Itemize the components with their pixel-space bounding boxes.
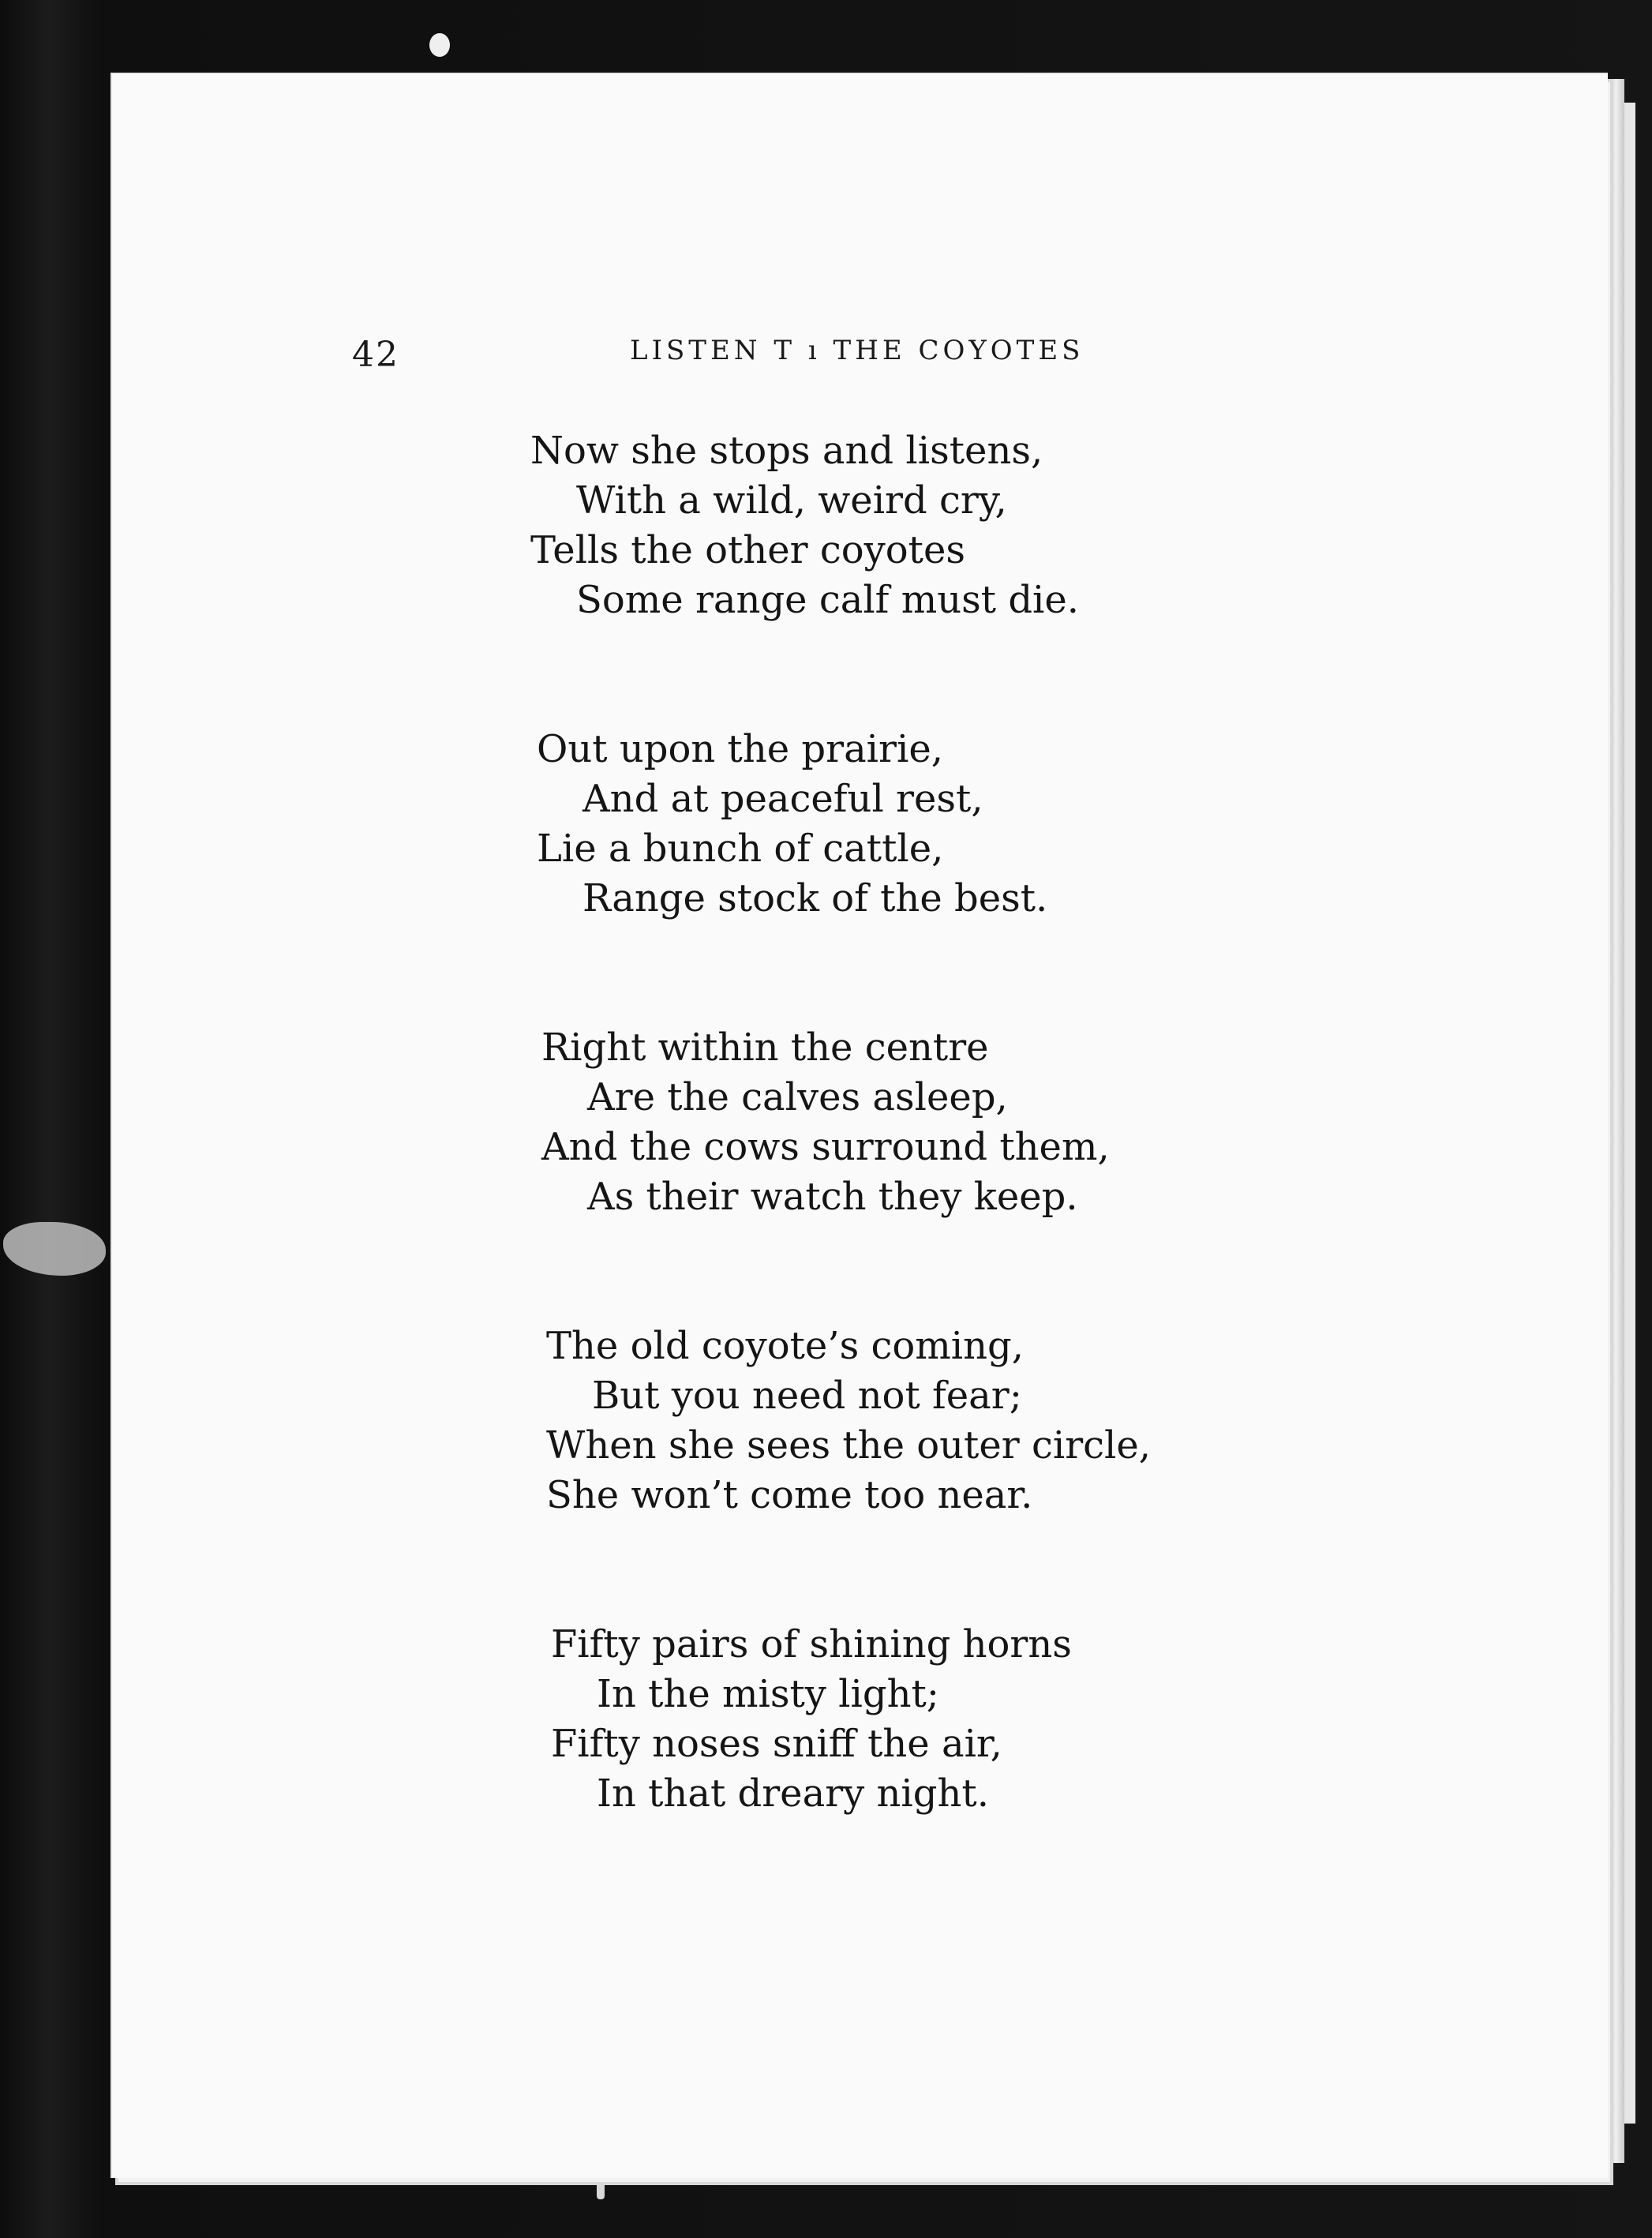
page-edge <box>1610 79 1624 2163</box>
page-edge <box>1624 103 1635 2124</box>
stanza <box>530 426 1241 625</box>
poem-line: Some range calf must die. <box>576 578 1080 622</box>
poem-line: Are the calves asleep, <box>587 1075 1008 1119</box>
stanza <box>530 1321 1241 1520</box>
poem-line: And the cows surround them, <box>541 1125 1110 1169</box>
poem-line: As their watch they keep. <box>587 1175 1078 1219</box>
running-head: LISTEN T ı THE COYOTES <box>630 335 1084 366</box>
poem-line: She won’t come too near. <box>546 1473 1033 1517</box>
poem-line: The old coyote’s coming, <box>546 1324 1025 1368</box>
scan-speck <box>429 33 450 57</box>
stanza <box>530 1620 1241 1819</box>
stanza <box>530 725 1241 924</box>
poem-line: And at peaceful rest, <box>583 777 983 821</box>
poem-line: With a wild, weird cry, <box>576 478 1007 523</box>
poem-line: Fifty noses sniff the air, <box>551 1722 1002 1766</box>
poem-line: Right within the centre <box>541 1025 989 1070</box>
poem-line: Tells the other coyotes <box>530 528 965 572</box>
poem-line: In that dreary night. <box>597 1771 989 1816</box>
poem-line: Lie a bunch of cattle, <box>537 827 944 871</box>
stanza <box>530 1023 1241 1222</box>
poem-line: Out upon the prairie, <box>537 727 943 771</box>
poem-line: When she sees the outer circle, <box>546 1423 1152 1468</box>
poem-line: But you need not fear; <box>592 1374 1022 1418</box>
page-number: 42 <box>352 335 399 375</box>
poem-line: Now she stops and listens, <box>530 429 1043 473</box>
poem-body <box>530 426 1241 1819</box>
poem-line: In the misty light; <box>597 1672 939 1716</box>
poem-line: Fifty pairs of shining horns <box>551 1622 1072 1666</box>
poem-line: Range stock of the best. <box>583 876 1048 920</box>
